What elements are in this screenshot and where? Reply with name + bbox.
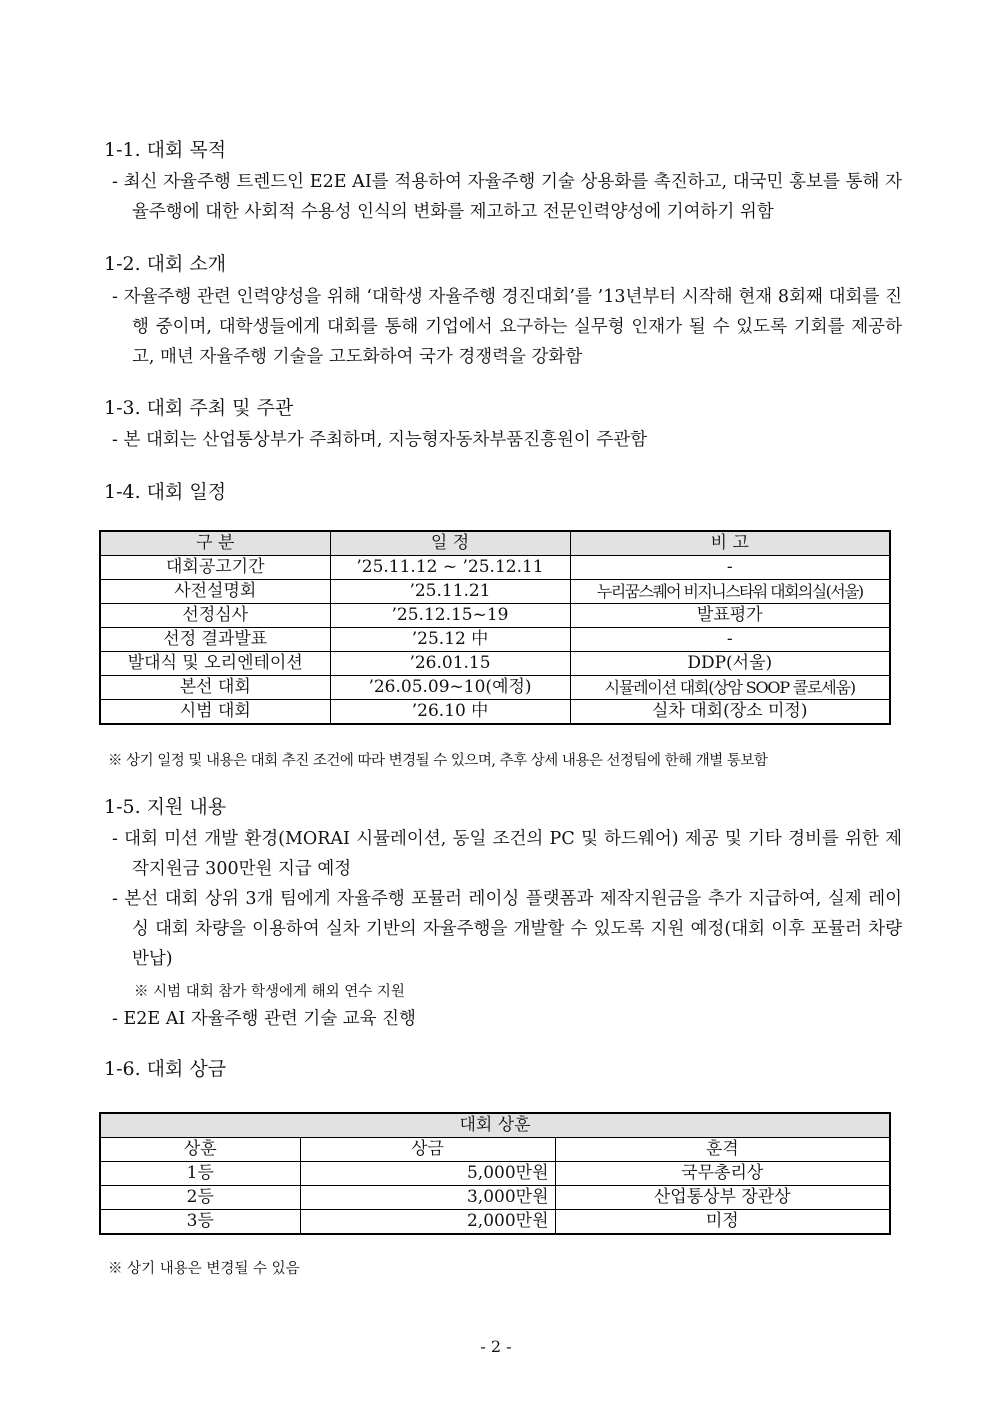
table-row <box>100 1210 890 1235</box>
support-subnote: ※ 시범 대회 참가 학생에게 해외 연수 지원 <box>134 984 405 1000</box>
table-cell: 누리꿈스퀘어 비지니스타워 대회의실(서울) <box>570 580 890 604</box>
schedule-header-category: 구 분 <box>100 531 330 556</box>
table-cell: 미정 <box>555 1210 890 1235</box>
table-cell: 선정 결과발표 <box>100 628 330 652</box>
schedule-table <box>99 530 891 725</box>
table-cell: 실차 대회(장소 미정) <box>570 700 890 725</box>
section-heading-organizers: 1-3. 대회 주최 및 주관 <box>104 397 294 419</box>
section-heading-purpose: 1-1. 대회 목적 <box>104 139 227 161</box>
prize-table <box>99 1112 891 1235</box>
organizers-text: - 본 대회는 산업통상부가 주최하며, 지능형자동차부품진흥원이 주관함 <box>112 430 648 450</box>
table-row <box>100 652 890 676</box>
prize-table-caption-row <box>100 1113 890 1138</box>
schedule-header-date: 일 정 <box>330 531 570 556</box>
introduction-text: - 자율주행 관련 인력양성을 위해 ‘대학생 자율주행 경진대회’를 ’13년부터 시작해 현재 8회째 대회를 진행 중이며, 대학생들에게 대회를 통해 기업에서 요구하는 실무형 인재가 될 수 있도록 기회를 제공하고, 매년 자율주행 기술을 고도화하여 국가 경쟁력을 강화함 <box>112 287 902 367</box>
support-item-2: - 본선 대회 상위 3개 팀에게 자율주행 포뮬러 레이싱 플랫폼과 제작지원금을 추가 지급하여, 실제 레이싱 대회 차량을 이용하여 실차 기반의 자율주행을 개발할 수 있도록 지원 예정(대회 이후 포뮬러 차량 반납) <box>112 889 902 969</box>
table-cell: 시뮬레이션 대회(상암 SOOP 콜로세움) <box>570 676 890 700</box>
table-row <box>100 604 890 628</box>
table-cell: 5,000만원 <box>300 1162 555 1186</box>
table-cell: 발대식 및 오리엔테이션 <box>100 652 330 676</box>
table-cell: 1등 <box>100 1162 300 1186</box>
table-cell: ’25.11.21 <box>330 580 570 604</box>
table-cell: ’25.12.15~19 <box>330 604 570 628</box>
prize-table-caption: 대회 상훈 <box>100 1113 890 1138</box>
table-cell: DDP(서울) <box>570 652 890 676</box>
support-item-3: - E2E AI 자율주행 관련 기술 교육 진행 <box>112 1009 416 1029</box>
table-cell: - <box>570 628 890 652</box>
table-cell: 산업통상부 장관상 <box>555 1186 890 1210</box>
section-heading-prizes: 1-6. 대회 상금 <box>104 1058 227 1080</box>
table-cell: - <box>570 556 890 580</box>
schedule-table-header <box>100 531 890 556</box>
section-heading-introduction: 1-2. 대회 소개 <box>104 253 227 275</box>
support-item-1: - 대회 미션 개발 환경(MORAI 시뮬레이션, 동일 조건의 PC 및 하드웨어) 제공 및 기타 경비를 위한 제작지원금 300만원 지급 예정 <box>112 829 902 879</box>
table-cell: 2등 <box>100 1186 300 1210</box>
purpose-text: - 최신 자율주행 트렌드인 E2E AI를 적용하여 자율주행 기술 상용화를 촉진하고, 대국민 홍보를 통해 자율주행에 대한 사회적 수용성 인식의 변화를 제고하고 전문인력양성에 기여하기 위함 <box>112 172 902 222</box>
table-cell: 시범 대회 <box>100 700 330 725</box>
page-number: - 2 - <box>480 1337 512 1356</box>
table-cell: 발표평가 <box>570 604 890 628</box>
table-cell: ’26.01.15 <box>330 652 570 676</box>
table-row <box>100 1162 890 1186</box>
table-cell: 대회공고기간 <box>100 556 330 580</box>
table-cell: 본선 대회 <box>100 676 330 700</box>
table-cell: 사전설명회 <box>100 580 330 604</box>
table-cell: ’26.10 中 <box>330 700 570 725</box>
table-row <box>100 700 890 725</box>
table-cell: 선정심사 <box>100 604 330 628</box>
table-row <box>100 628 890 652</box>
table-row <box>100 1186 890 1210</box>
table-cell: 3등 <box>100 1210 300 1235</box>
table-row <box>100 580 890 604</box>
schedule-header-remarks: 비 고 <box>570 531 890 556</box>
table-row <box>100 676 890 700</box>
prize-header-award: 상훈 <box>100 1138 300 1162</box>
table-cell: 3,000만원 <box>300 1186 555 1210</box>
table-row <box>100 556 890 580</box>
schedule-note: ※ 상기 일정 및 내용은 대회 추진 조건에 따라 변경될 수 있으며, 추후 상세 내용은 선정팀에 한해 개별 통보함 <box>108 753 768 769</box>
prize-table-header <box>100 1138 890 1162</box>
table-cell: ’25.12 中 <box>330 628 570 652</box>
prize-header-rank: 훈격 <box>555 1138 890 1162</box>
section-heading-schedule: 1-4. 대회 일정 <box>104 481 227 503</box>
prize-note: ※ 상기 내용은 변경될 수 있음 <box>108 1261 300 1277</box>
table-cell: ’26.05.09~10(예정) <box>330 676 570 700</box>
prize-header-amount: 상금 <box>300 1138 555 1162</box>
section-heading-support: 1-5. 지원 내용 <box>104 796 227 818</box>
table-cell: 국무총리상 <box>555 1162 890 1186</box>
table-cell: ’25.11.12 ~ ’25.12.11 <box>330 556 570 580</box>
table-cell: 2,000만원 <box>300 1210 555 1235</box>
